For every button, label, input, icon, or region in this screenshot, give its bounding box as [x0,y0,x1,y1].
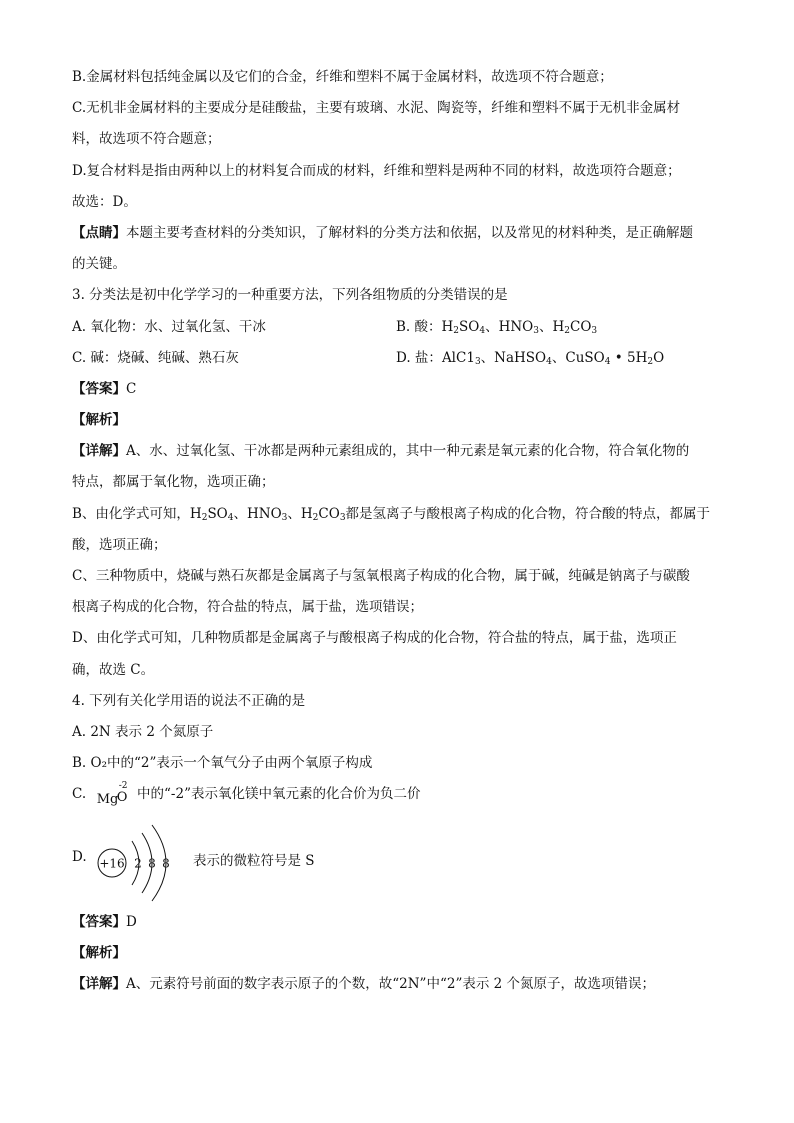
electron-count-2: 8 [148,856,156,870]
formula-part: H [300,505,313,522]
q4-answer: D [126,913,137,930]
q4-analysis-line [72,938,722,969]
q3-detail-a-1 [72,436,722,467]
q3-stem: 3. 分类法是初中化学学习的一种重要方法，下列各组物质的分类错误的是 [72,287,508,304]
q3-detail-d-2: 确，故选 C。 [72,661,155,678]
formula-sub: 3 [339,512,346,523]
formula-part: NaHSO [494,349,547,366]
separator: 、 [287,505,301,522]
electron-count-1: 2 [134,856,142,870]
formula-part: CO [318,505,340,522]
formula-part: H [552,318,565,335]
formula-h2co3 [552,319,597,335]
formula-dot: • [610,349,627,366]
dianjing-text-1: 本题主要考查材料的分类知识，了解材料的分类方法和依据，以及常见的材料种类，是正确解题 [126,224,693,241]
formula-sub: 3 [281,512,288,523]
q4-option-d-suffix: 表示的微粒符号是 S [193,852,315,869]
q4-option-d [72,819,722,907]
mgo-valence: -2 [118,781,128,792]
q3-detail-b-prefix: B、由化学式可知， [72,505,190,522]
formula-sub: 4 [479,325,486,336]
formula-hno3-inline [247,506,287,522]
q3-option-c: C. 碱：烧碱、纯碱、熟石灰 [72,349,239,366]
formula-part: CuSO [565,349,605,366]
q4-stem: 4. 下列有关化学用语的说法不正确的是 [72,692,306,709]
formula-part: O [653,349,665,366]
formula-h2co3-inline [301,506,346,522]
formula-nahso4 [494,350,552,366]
formula-sub: 3 [474,356,481,367]
q4-answer-tag: 【答案】 [72,913,126,930]
q3-answer-tag: 【答案】 [72,380,126,397]
text-line-c-inorganic-2: 料，故选项不符合题意； [72,131,221,148]
text-line-d-composite: D.复合材料是指由两种以上的材料复合而成的材料，纤维和塑料是两种不同的材料，故选项符合题意； [72,162,681,179]
q3-option-b [396,312,722,343]
q4-option-b: B. O₂中的“2”表示一个氧气分子由两个氧原子构成 [72,755,373,772]
formula-part: HNO [498,318,534,335]
formula-sub: 2 [201,512,208,523]
text-line-b-metal: B.金属材料包括纯金属以及它们的合金，纤维和塑料不属于金属材料，故选项不符合题意； [72,69,613,85]
formula-sub: 4 [227,512,234,523]
q3-option-d-prefix: D. 盐： [396,349,442,366]
q3-answer-line [72,374,722,405]
q3-detail-c-2: 根离子构成的化合物，符合盐的特点，属于盐，选项错误； [72,599,423,616]
atom-nucleus-charge: +16 [99,856,125,870]
dianjing-line-1 [72,218,722,249]
q3-answer: C [126,380,137,397]
q3-detail-a-2: 特点，都属于氧化物，选项正确； [72,474,275,491]
q4-option-c-prefix: C. [72,786,87,803]
document-page [72,62,722,1000]
q4-detail-tag: 【详解】 [72,975,126,992]
formula-part: H [441,318,454,335]
mgo-mg: Mg [96,792,119,808]
formula-sub: 2 [453,325,460,336]
formula-sub: 2 [647,356,654,367]
mgo-valence-formula [95,780,133,808]
q3-detail-b-suffix: 都是氢离子与酸根离子构成的化合物，符合酸的特点，都属于 [345,505,711,522]
formula-h2so4-inline [190,506,234,522]
atom-structure-diagram [94,819,194,907]
dianjing-tag: 【点睛】 [72,224,126,241]
q4-detail-a-text: A、元素符号前面的数字表示原子的个数，故“2N”中“2”表示 2 个氮原子，故选项错误； [126,975,656,992]
formula-sub: 4 [604,356,611,367]
formula-h2so4 [442,319,486,335]
formula-part: SO [207,505,228,522]
q3-detail-d-1: D、由化学式可知，几种物质都是金属离子与酸根离子构成的化合物，符合盐的特点，属于盐，选项正 [72,630,677,647]
formula-alcl3 [442,350,481,366]
q3-analysis-tag: 【解析】 [72,412,126,429]
q3-option-b-prefix: B. 酸： [396,318,442,335]
q3-option-a: A. 氧化物：水、过氧化氢、干冰 [72,318,266,335]
formula-part: AlC1 [441,349,475,366]
q3-detail-c-1: C、三种物质中，烧碱与熟石灰都是金属离子与氢氧根离子构成的化合物，属于碱，纯碱是钠离子与碳酸 [72,568,690,584]
q3-analysis-line [72,405,722,436]
formula-part: CO [570,318,592,335]
formula-sub: 4 [546,356,552,367]
separator: 、 [551,349,566,366]
separator: 、 [485,318,499,335]
q4-detail-a [72,969,722,1000]
formula-sub: 3 [591,325,598,336]
formula-sub: 3 [533,325,539,336]
mgo-o: O [116,790,128,806]
q3-options-row-2 [72,343,722,374]
formula-part: H [189,505,202,522]
formula-part: HNO [247,505,282,522]
q3-option-d [396,343,722,374]
q4-answer-line [72,907,722,938]
separator: 、 [233,505,247,522]
q3-options-row-1 [72,312,722,343]
q3-detail-b-2: 酸，选项正确； [72,536,167,553]
text-line-c-inorganic-1: C.无机非金属材料的主要成分是硅酸盐，主要有玻璃、水泥、陶瓷等，纤维和塑料不属于无机非金属材 [72,100,681,117]
q4-option-c [72,779,722,810]
formula-part: SO [459,318,480,335]
separator: 、 [480,349,495,366]
q3-detail-tag: 【详解】 [72,443,126,460]
formula-hno3 [499,319,539,335]
q4-option-c-suffix: 中的“-2”表示氧化镁中氧元素的化合价为负二价 [137,786,421,803]
formula-cuso4-5h2o [565,350,664,366]
formula-sub: 2 [312,512,319,523]
q4-option-d-prefix: D. [72,848,87,865]
q3-detail-b-1 [72,499,722,530]
q4-option-a: A. 2N 表示 2 个氮原子 [72,723,214,740]
q3-detail-a-text-1: A、水、过氧化氢、干冰都是两种元素组成的，其中一种元素是氧元素的化合物，符合氧化物的 [126,443,690,460]
formula-sub: 2 [564,325,570,336]
electron-count-3: 8 [162,856,170,870]
formula-part: 5H [626,349,648,366]
q4-analysis-tag: 【解析】 [72,944,126,961]
text-line-choose-d: 故选：D。 [72,193,137,210]
separator: 、 [538,318,553,335]
dianjing-line-2: 的关键。 [72,256,126,273]
